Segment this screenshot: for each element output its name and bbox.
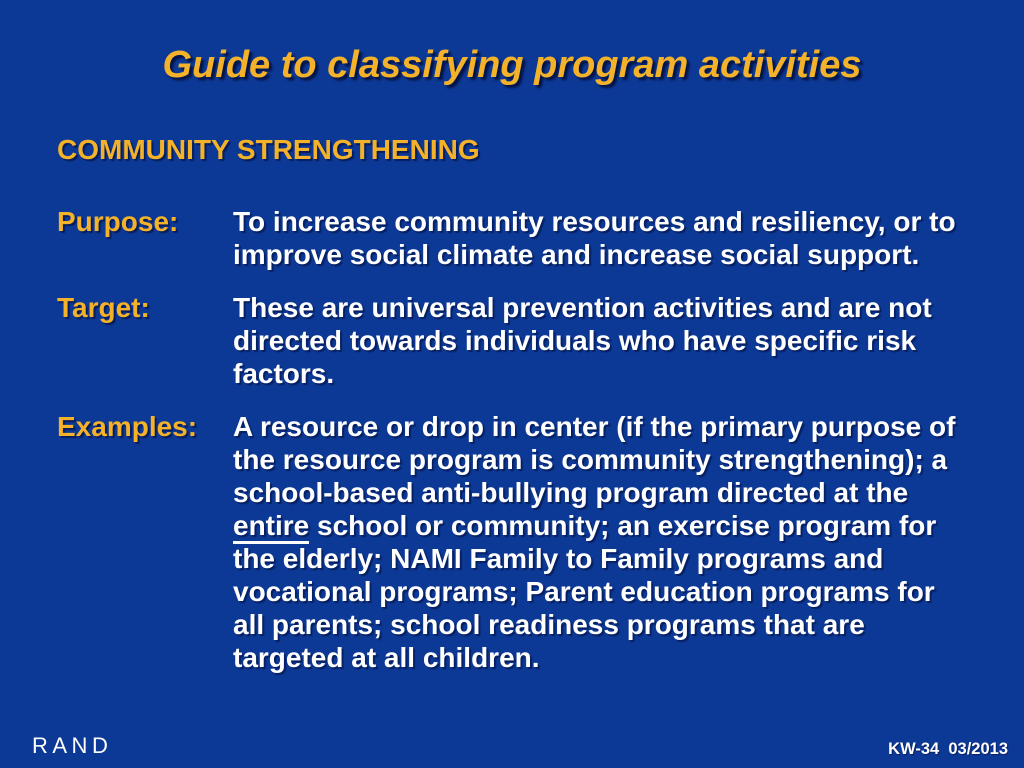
text-line: A resource or drop in center (if the primary purpose of <box>233 411 956 442</box>
examples-text <box>233 410 955 674</box>
rand-logo: RAND <box>32 733 113 758</box>
purpose-text <box>233 205 956 271</box>
slide-title: Guide to classifying program activities <box>162 44 862 86</box>
text-line: the elderly; NAMI Family to Family programs and <box>233 543 884 574</box>
text-line: To increase community resources and resiliency, or to <box>233 206 956 237</box>
text-line-with-underline <box>233 509 955 542</box>
section-heading: COMMUNITY STRENGTHENING <box>57 134 480 165</box>
text-line: targeted at all children. <box>233 642 540 673</box>
text-line: all parents; school readiness programs that are <box>233 609 865 640</box>
text-line: factors. <box>233 358 335 389</box>
target-text <box>233 291 932 390</box>
text-line: vocational programs; Parent education programs for <box>233 576 935 607</box>
text-segment: school or community; an exercise program for <box>309 510 937 541</box>
text-line: school-based anti-bullying program directed at the <box>233 477 909 508</box>
purpose-label: Purpose: <box>57 206 179 237</box>
examples-label: Examples: <box>57 411 198 442</box>
text-line: improve social climate and increase social support. <box>233 239 920 270</box>
target-label: Target: <box>57 292 150 323</box>
text-line: the resource program is community strengthening); a <box>233 444 948 475</box>
text-line: These are universal prevention activities and are not <box>233 292 932 323</box>
underlined-word: entire <box>233 510 309 544</box>
document-id: KW-34 03/2013 <box>888 740 1008 758</box>
text-line: directed towards individuals who have specific risk <box>233 325 917 356</box>
